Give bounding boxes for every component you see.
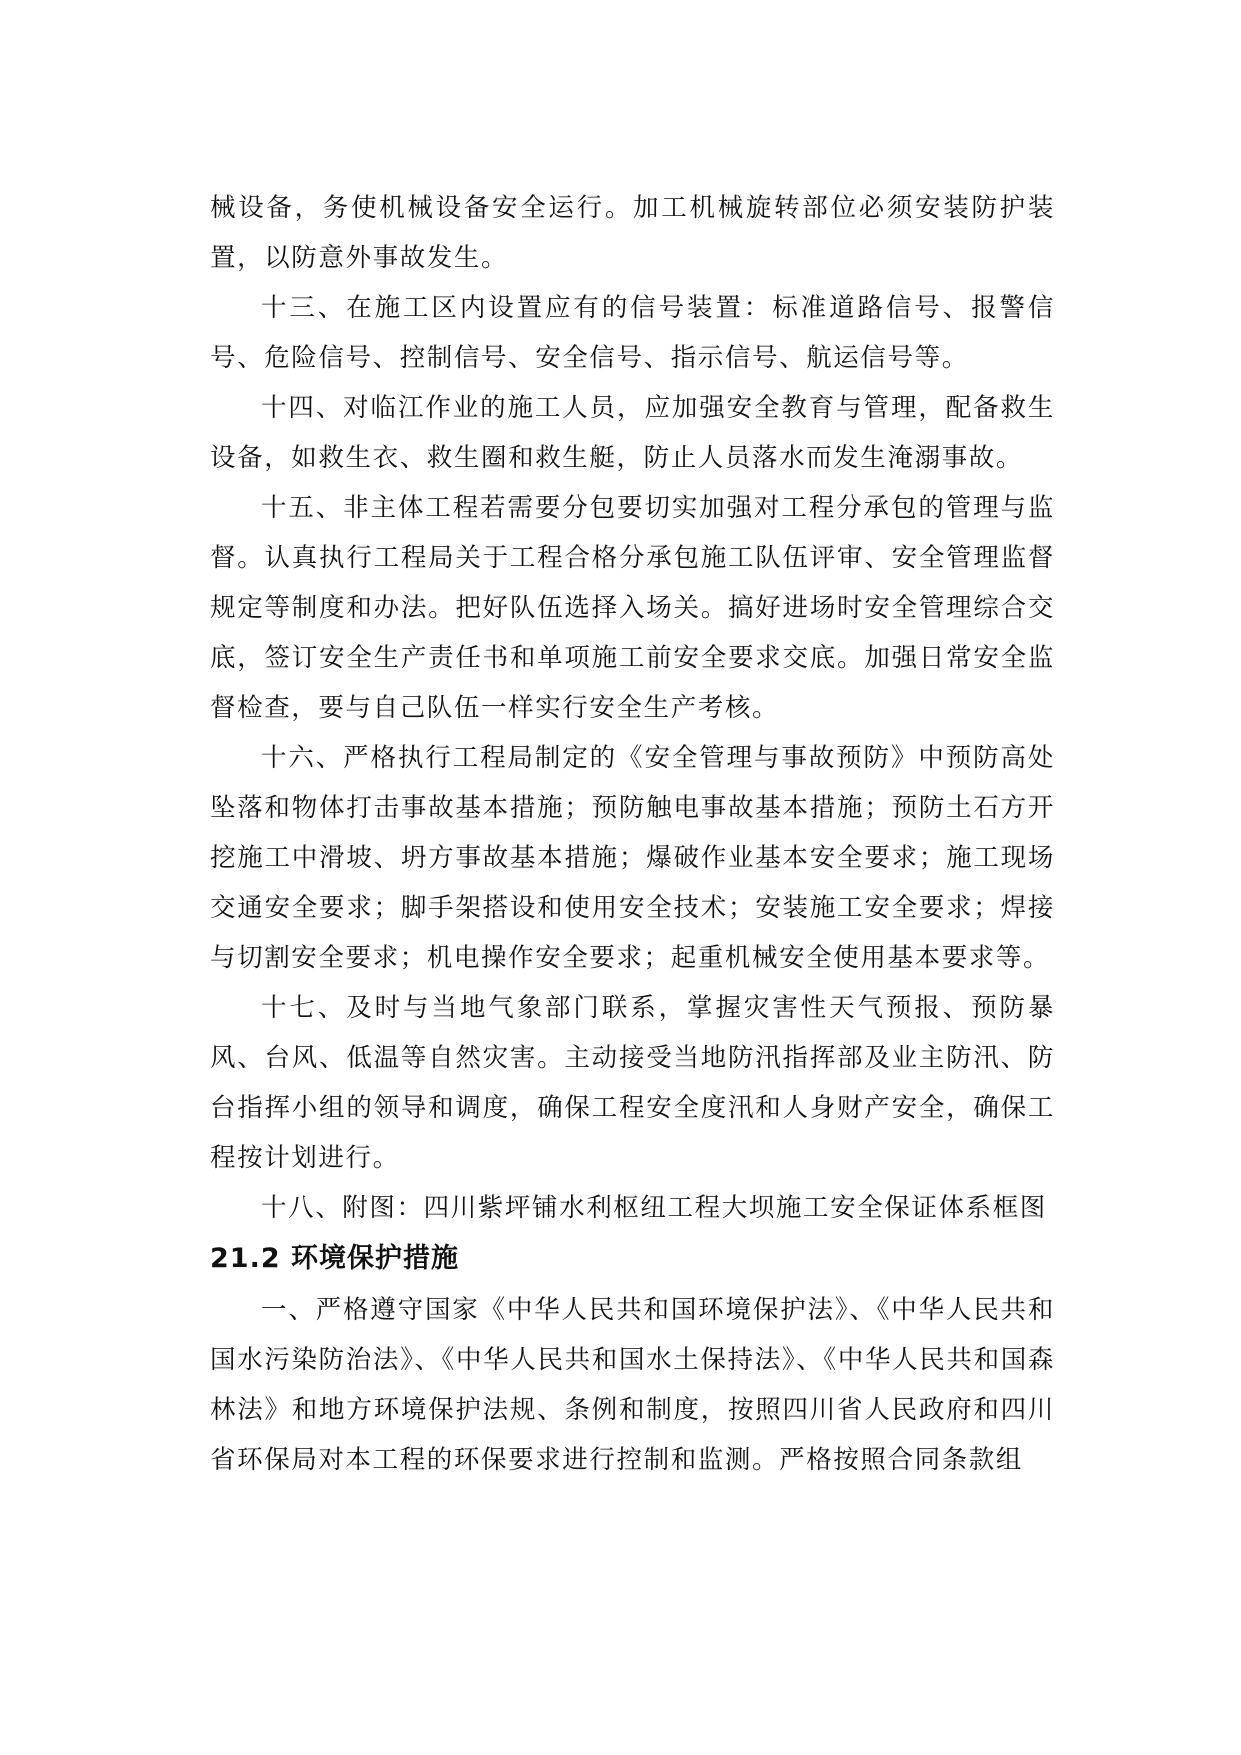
section-paragraph-1: 一、严格遵守国家《中华人民共和国环境保护法》、《中华人民共和国水污染防治法》、《中华人民共和国水土保持法》、《中华人民共和国森林法》和地方环境保护法规、条例和制度，按照四川省人民政府和四川省环保局对本工程的环保要求进行控制和监测。严格按照合同条款组 <box>210 1295 1055 1475</box>
paragraph-continued: 械设备，务使机械设备安全运行。加工机械旋转部位必须安装防护装置，以防意外事故发生。 <box>210 193 1055 273</box>
paragraph-item-15: 十五、非主体工程若需要分包要切实加强对工程分承包的管理与监督。认真执行工程局关于工程合格分承包施工队伍评审、安全管理监督规定等制度和办法。把好队伍选择入场关。搞好进场时安全管理综合交底，签订安全生产责任书和单项施工前安全要求交底。加强日常安全监督检查，要与自己队伍一样实行安全生产考核。 <box>210 493 1055 723</box>
paragraph-item-16: 十六、严格执行工程局制定的《安全管理与事故预防》中预防高处坠落和物体打击事故基本措施；预防触电事故基本措施；预防土石方开挖施工中滑坡、坍方事故基本措施；爆破作业基本安全要求；施工现场交通安全要求；脚手架搭设和使用安全技术；安装施工安全要求；焊接与切割安全要求；机电操作安全要求；起重机械安全使用基本要求等。 <box>210 743 1055 973</box>
paragraph-item-14: 十四、对临江作业的施工人员，应加强安全教育与管理，配备救生设备，如救生衣、救生圈和救生艇，防止人员落水而发生淹溺事故。 <box>210 393 1055 473</box>
document-page <box>210 183 1055 1485</box>
section-heading: 21.2 环境保护措施 <box>210 1243 460 1274</box>
paragraph-item-17: 十七、及时与当地气象部门联系，掌握灾害性天气预报、预防暴风、台风、低温等自然灾害。主动接受当地防汛指挥部及业主防汛、防台指挥小组的领导和调度，确保工程安全度汛和人身财产安全，确保工程按计划进行。 <box>210 993 1055 1173</box>
paragraph-item-18: 十八、附图：四川紫坪铺水利枢纽工程大坝施工安全保证体系框图 <box>261 1193 1047 1223</box>
paragraph-item-13: 十三、在施工区内设置应有的信号装置：标准道路信号、报警信号、危险信号、控制信号、安全信号、指示信号、航运信号等。 <box>210 293 1055 373</box>
